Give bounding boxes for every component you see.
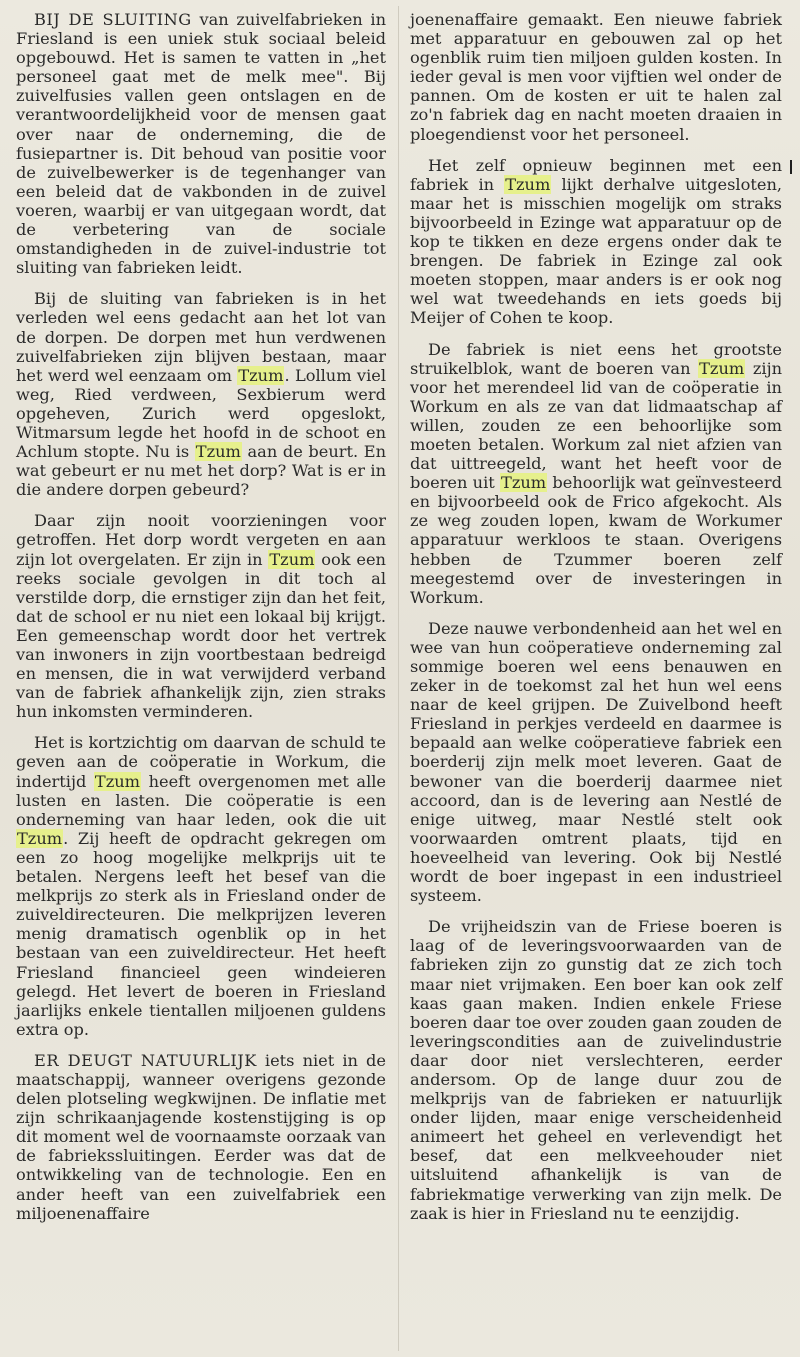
article-paragraph [410, 917, 782, 1223]
edge-mark [790, 160, 792, 174]
text-run: iets niet in de maatschappij, wanneer overigens gezonde delen plotseling wegkwijnen. De inflatie met zijn schrikaanjagende kostenstijging is op dit moment wel de voornaamste oorzaak van de fabriekssluitingen. Eerder was dat de ontwikkeling van de technologie. Een en ander heeft van een zuivelfabriek een miljoenenaffaire [16, 1050, 386, 1223]
text-run: Daar zijn nooit voorzieningen voor getroffen. Het dorp wordt vergeten en aan zijn lot overgelaten. Er zijn in [16, 511, 386, 569]
text-run: De fabriek is niet eens het grootste struikelblok, want de boeren van [410, 339, 782, 378]
lead-in-caps: ER DEUGT NATUURLIJK [34, 1050, 257, 1070]
section-lead-paragraph [16, 10, 386, 277]
text-run: joenenaffaire gemaakt. Een nieuwe fabriek met apparatuur en gebouwen zal op het ogenblik ruim tien miljoen gulden kosten. In ieder geval is men voor vijftien wel onder de pannen. Om de kosten er uit te halen zal zo'n fabriek dag en nacht moeten draaien in ploegendienst voor het personeel. [410, 10, 782, 144]
text-run: Het zelf opnieuw beginnen met een fabriek in [410, 155, 782, 194]
column-divider [398, 6, 399, 1351]
article-paragraph [410, 340, 782, 607]
highlighted-term: Tzum [269, 549, 315, 569]
text-run: lijkt derhalve uitgesloten, maar het is misschien mogelijk om straks bijvoorbeeld in Ezinge wat apparatuur op de kop te tikken en deze ergens onder dak te brengen. De fabriek in Ezinge zal ook moeten stoppen, maar anders is er ook nog wel wat tweedehands en iets goeds bij Meijer of Cohen te koop. [410, 174, 783, 328]
text-run: behoorlijk wat geïnvesteerd en bijvoorbeeld ook de Frico afgekocht. Als ze weg zouden lopen, kwam de Workumer apparatuur werkloos te staan. Overigens hebben de Tzummer boeren zelf meegestemd over de investeringen in Workum. [410, 473, 782, 607]
text-run: Deze nauwe verbondenheid aan het wel en wee van hun coöperatieve onderneming zal sommige boeren wel eens benauwen en zeker in de toekomst zal het hun wel eens naar de keel grijpen. De Zuivelbond heeft Friesland in perkjes verdeeld en daarmee is bepaald aan welke coöperatieve fabriek een boerderij zijn melk moet leveren. Gaat de bewoner van die boerderij daarmee niet accoord, dan is de levering aan Nestlé de enige uitweg, maar Nestlé stelt ook voorwaarden omtrent plaats, tijd en hoeveelheid van levering. Ook bij Nestlé wordt de boer ingepast in een industrieel systeem. [410, 618, 782, 906]
article-column-left [16, 10, 386, 1235]
article-paragraph [410, 619, 782, 905]
article-column-right [410, 10, 782, 1235]
text-run: ook een reeks sociale gevolgen in dit toch al verstilde dorp, die ernstiger zijn dan het feit, dat de school er nu niet een lokaal bij krijgt. Een gemeenschap wordt door het vertrek van inwoners in zijn voortbestaan bedreigd en mensen, die in wat verwijderd verband van de fabriek afhankelijk zijn, zien straks hun inkomsten verminderen. [16, 549, 386, 722]
text-run: zijn voor het merendeel lid van de coöperatie in Workum en als ze van dat lidmaatschap af willen, zouden ze een behoorlijke som moeten betalen. Workum zal niet afzien van dat uittreegeld, want het heeft voor de boeren uit [410, 358, 783, 493]
highlighted-term: Tzum [501, 473, 547, 493]
section-lead-paragraph [16, 1051, 386, 1223]
text-run: heeft overgenomen met alle lusten en lasten. Die coöperatie is een onderneming van haar leden, ook die uit [16, 771, 386, 829]
text-run: . Lollum viel weg, Ried verdween, Sexbierum werd opgeheven, Zurich werd opgeslokt, Witmarsum legde het hoofd in de schoot en Achlum stopte. Nu is [16, 365, 387, 462]
article-paragraph [16, 289, 386, 499]
highlighted-term: Tzum [505, 174, 551, 194]
article-paragraph [16, 511, 386, 721]
highlighted-term: Tzum [699, 358, 745, 378]
text-run: van zuivelfabrieken in Friesland is een uniek stuk sociaal beleid opgebouwd. Het is samen te vatten in „het personeel gaat met de melk mee". Bij zuivelfusies vallen geen ontslagen en de verantwoordelijkheid voor de mensen gaat over naar de onderneming, die de fusiepartner is. Dit behoud van positie voor de zuivelbewerker is de tegenhanger van een beleid dat de vakbonden in de zuivel voeren, waarbij er van uitgegaan wordt, dat de verbetering van de sociale omstandigheden in de zuivel-industrie tot sluiting van fabrieken leidt. [16, 10, 386, 278]
text-run: De vrijheidszin van de Friese boeren is laag of de leveringsvoorwaarden van de fabrieken zijn zo gunstig dat ze zich toch maar niet vrijmaken. Een boer kan ook zelf kaas gaan maken. Indien enkele Friese boeren daar toe over zouden gaan zouden de leveringscondities aan de zuivelindustrie daar door niet verslechteren, eerder andersom. Op de lange duur zou de melkprijs van de fabrieken er natuurlijk onder lijden, maar enige verscheidenheid animeert het geheel en verlevendigt het besef, dat een melkveehouder niet uitsluitend afhankelijk is van de fabriekmatige verwerking van zijn melk. De zaak is hier in Friesland nu te eenzijdig. [410, 917, 782, 1223]
article-paragraph [16, 733, 386, 1039]
article-paragraph [410, 10, 782, 144]
text-run: aan de beurt. En wat gebeurt er nu met het dorp? Wat is er in die andere dorpen gebeurd? [16, 442, 386, 500]
highlighted-term: Tzum [238, 365, 284, 385]
text-run: Het is kortzichtig om daarvan de schuld te geven aan de coöperatie in Workum, die indertijd [16, 733, 386, 791]
article-paragraph [410, 156, 782, 328]
lead-in-caps: BIJ DE SLUITING [34, 10, 192, 29]
highlighted-term: Tzum [17, 828, 63, 848]
text-run: . Zij heeft de opdracht gekregen om een zo hoog mogelijke melkprijs uit te betalen. Nergens leeft het besef van die melkprijs zo sterk als in Friesland onder de zuiveldirecteuren. Die melkprijzen leveren menig dramatisch ogenblik op in het bestaan van een zuiveldirecteur. Het heeft Friesland financieel geen windeieren gelegd. Het levert de boeren in Friesland jaarlijks enkele tientallen miljoenen guldens extra op. [16, 828, 386, 1039]
highlighted-term: Tzum [94, 771, 141, 791]
highlighted-term: Tzum [195, 442, 241, 462]
text-run: Bij de sluiting van fabrieken is in het verleden wel eens gedacht aan het lot van de dorpen. De dorpen met hun verdwenen zuivelfabrieken zijn blijven bestaan, maar het werd wel eenzaam om [16, 289, 386, 385]
